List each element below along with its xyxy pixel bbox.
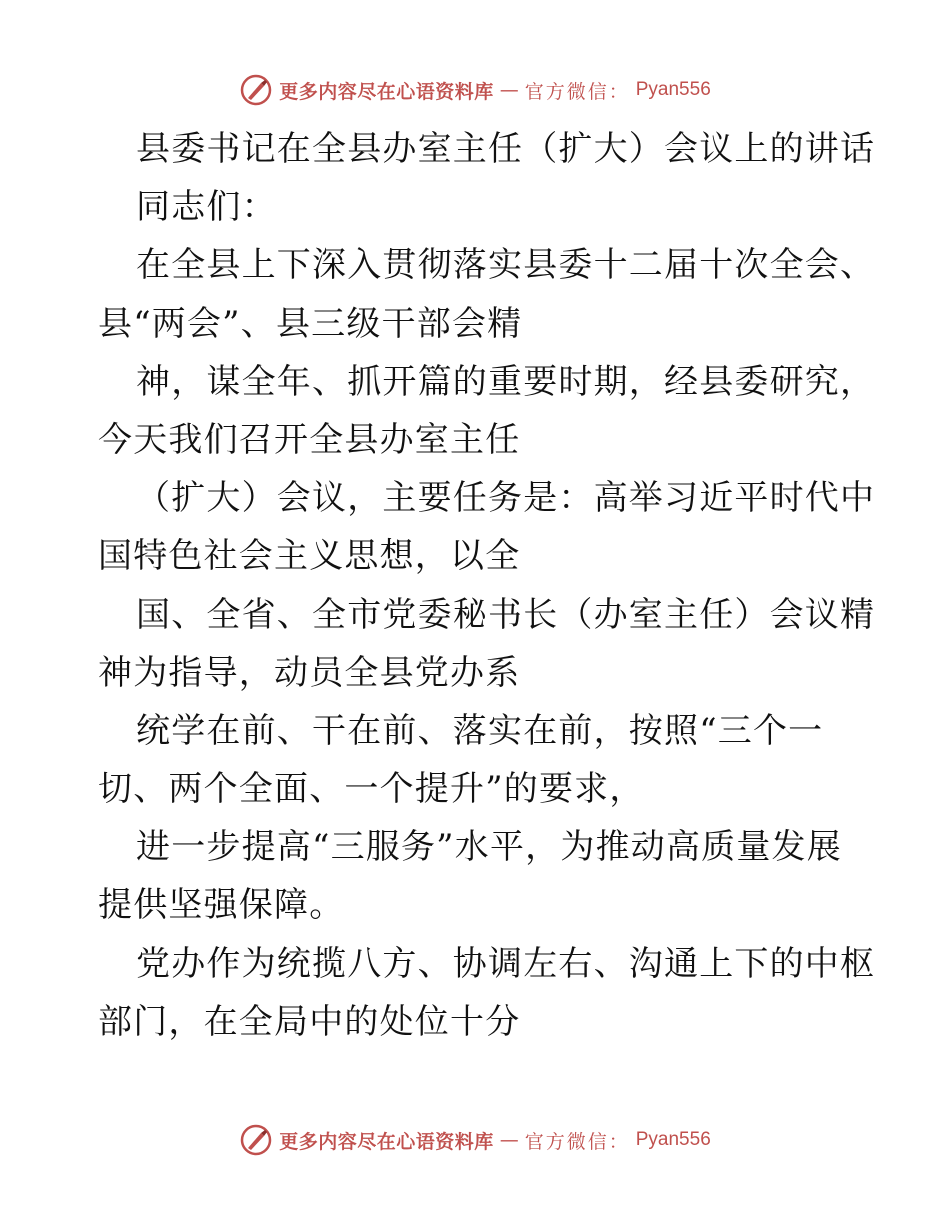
text-line: 县“两会”、县三级干部会精: [98, 303, 523, 344]
text-line: 党办作为统揽八方、协调左右、沟通上下的中枢: [136, 943, 876, 984]
text-line: 县委书记在全县办室主任（扩大）会议上的讲话: [136, 129, 876, 169]
text-line: 切、两个全面、一个提升”的要求，: [98, 769, 645, 810]
text-line: 部门，在全局中的处位十分: [98, 1001, 521, 1042]
text-line: （扩大）会议，主要任务是：高举习近平时代中: [136, 478, 876, 519]
watermark-separator: —: [499, 79, 519, 101]
document-body: [98, 120, 876, 1051]
text-line: 统学在前、干在前、落实在前，按照“三个一: [136, 710, 824, 751]
text-line: 同志们：: [136, 187, 277, 228]
text-line: 国、全省、全市党委秘书长（办室主任）会议精: [136, 594, 876, 635]
footer-watermark: [0, 1120, 950, 1160]
text-line: 今天我们召开全县办室主任: [98, 419, 521, 460]
watermark-official-label: 官方微信：: [524, 80, 630, 103]
watermark-brand: 更多内容尽在心语资料库: [279, 1130, 494, 1153]
header-watermark: [0, 70, 950, 110]
text-line: 国特色社会主义思想，以全: [98, 536, 521, 577]
watermark-official-label: 官方微信：: [524, 1130, 630, 1153]
watermark-wechat-id: Pyan556: [635, 1129, 711, 1150]
watermark-wechat-id: Pyan556: [635, 79, 711, 100]
pen-logo-icon: [239, 73, 273, 107]
text-line: 在全县上下深入贯彻落实县委十二届十次全会、: [136, 245, 876, 286]
watermark-separator: —: [499, 1129, 519, 1151]
text-line: 提供坚强保障。: [98, 885, 345, 926]
pen-logo-icon: [239, 1123, 273, 1157]
text-line: 神，谋全年、抓开篇的重要时期，经县委研究，: [136, 361, 876, 402]
text-line: 神为指导，动员全县党办系: [98, 652, 521, 693]
text-line: 进一步提高“三服务”水平，为推动高质量发展: [136, 827, 842, 868]
watermark-brand: 更多内容尽在心语资料库: [279, 80, 494, 103]
